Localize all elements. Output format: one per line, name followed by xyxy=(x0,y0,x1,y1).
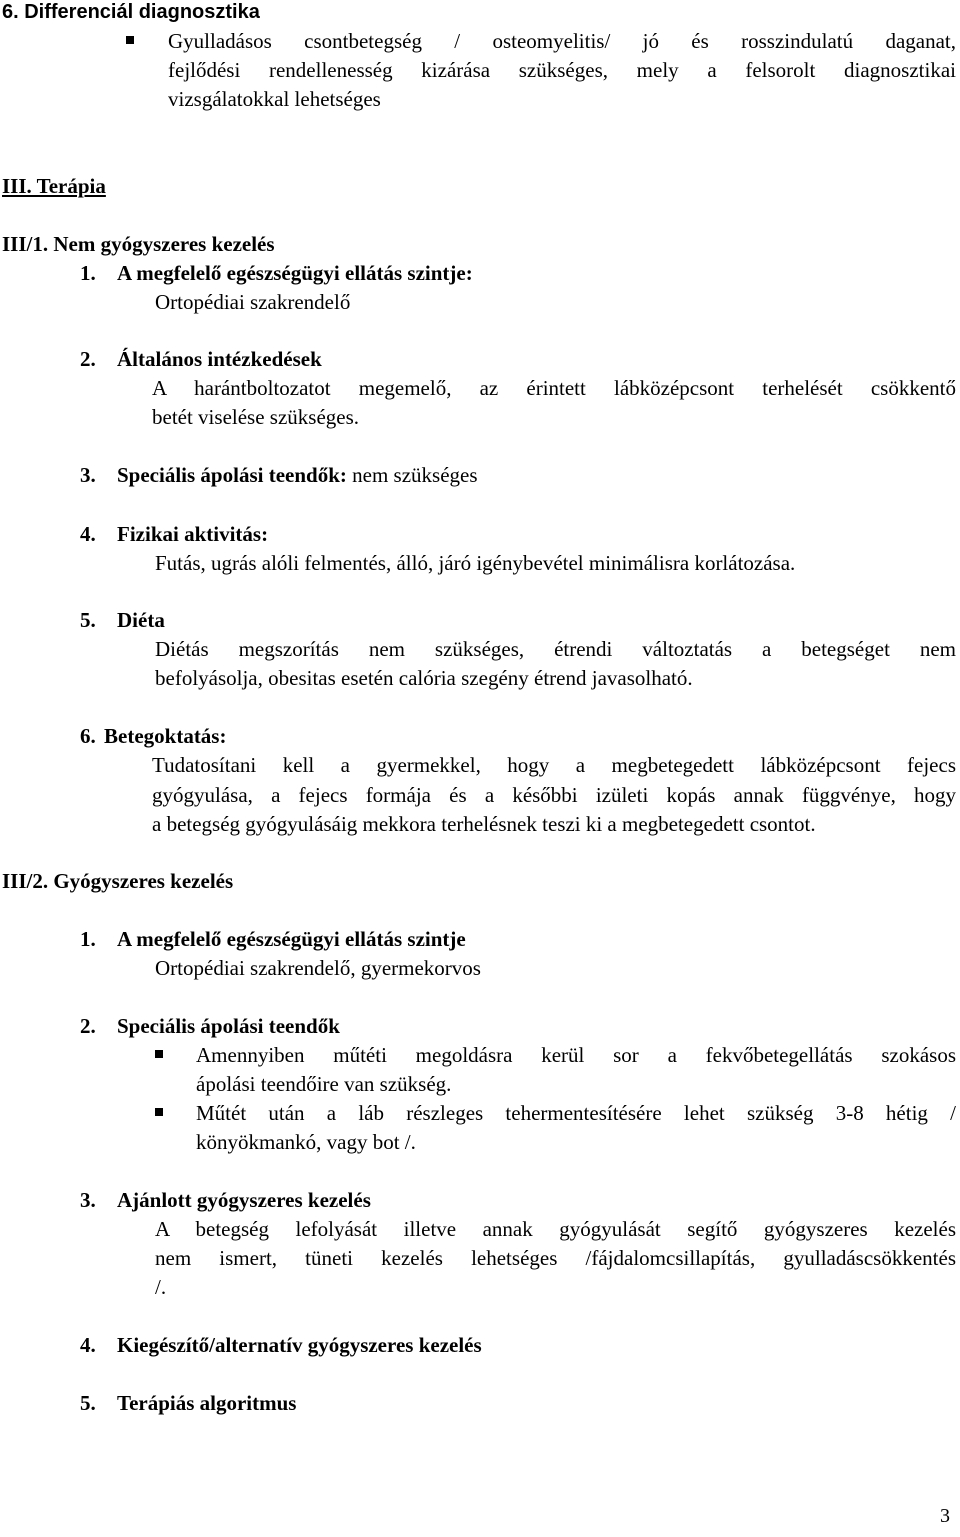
item-heading: Kiegészítő/alternatív gyógyszeres kezelés xyxy=(117,1333,482,1357)
item-heading: A megfelelő egészségügyi ellátás szintje xyxy=(117,927,466,951)
item-number: 5. xyxy=(80,608,96,632)
item-number: 3. xyxy=(80,463,96,487)
item-heading: Betegoktatás: xyxy=(104,724,227,748)
item-text: Futás, ugrás alóli felmentés, álló, járó igénybevétel minimálisra korlátozása. xyxy=(155,551,796,575)
item-heading: A megfelelő egészségügyi ellátás szintje: xyxy=(117,261,473,285)
bullet-text: könyökmankó, vagy bot /. xyxy=(196,1130,416,1154)
item-text: A betegség lefolyását illetve annak gyógyulását segítő gyógyszeres kezelés xyxy=(155,1217,956,1241)
item-number: 3. xyxy=(80,1188,96,1212)
paragraph-line: Gyulladásos csontbetegség / osteomyelitis/ jó és rosszindulatú daganat, xyxy=(168,29,956,53)
square-bullet-icon xyxy=(126,36,134,44)
item-heading: Speciális ápolási teendők xyxy=(117,1014,340,1038)
item-number: 1. xyxy=(80,927,96,951)
item-heading: Diéta xyxy=(117,608,165,632)
item-number: 4. xyxy=(80,522,96,546)
subsection-heading-non-drug: III/1. Nem gyógyszeres kezelés xyxy=(2,232,275,256)
item-text: Diétás megszorítás nem szükséges, étrendi változtatás a betegséget nem xyxy=(155,637,956,661)
item-number: 4. xyxy=(80,1333,96,1357)
bullet-text: Amennyiben műtéti megoldásra kerül sor a fekvőbetegellátás szokásos xyxy=(196,1043,956,1067)
section-heading-therapy: III. Terápia xyxy=(2,174,106,198)
item-text: nem ismert, tüneti kezelés lehetséges /fájdalomcsillapítás, gyulladáscsökkentés xyxy=(155,1246,956,1270)
bullet-text: Műtét után a láb részleges tehermentesítésére lehet szükség 3-8 hétig / xyxy=(196,1101,956,1125)
item-heading: Terápiás algoritmus xyxy=(117,1391,297,1415)
bullet-text: ápolási teendőire van szükség. xyxy=(196,1072,452,1096)
item-text: A harántboltozatot megemelő, az érintett lábközépcsont terhelését csökkentő xyxy=(152,376,956,400)
item-text: Tudatosítani kell a gyermekkel, hogy a megbetegedett lábközépcsont fejecs xyxy=(152,753,956,777)
item-heading: Ajánlott gyógyszeres kezelés xyxy=(117,1188,371,1212)
item-text: a betegség gyógyulásáig mekkora terhelésnek teszi ki a megbetegedett csontot. xyxy=(152,812,816,836)
item-heading: Fizikai aktivitás: xyxy=(117,522,269,546)
square-bullet-icon xyxy=(155,1050,163,1058)
item-text: Ortopédiai szakrendelő xyxy=(155,290,351,314)
item-heading: Speciális ápolási teendők: xyxy=(117,463,347,487)
paragraph-line: fejlődési rendellenesség kizárása szükséges, mely a felsorolt diagnosztikai xyxy=(168,58,956,82)
item-text: Ortopédiai szakrendelő, gyermekorvos xyxy=(155,956,481,980)
item-number: 5. xyxy=(80,1391,96,1415)
item-line xyxy=(117,461,478,489)
item-text: betét viselése szükséges. xyxy=(152,405,360,429)
item-text: gyógyulása, a fejecs formája és a későbbi izületi kopás annak függvénye, hogy xyxy=(152,783,956,807)
item-text: befolyásolja, obesitas esetén calória szegény étrend javasolható. xyxy=(155,666,693,690)
subsection-heading-drug: III/2. Gyógyszeres kezelés xyxy=(2,869,234,893)
item-number: 1. xyxy=(80,261,96,285)
paragraph-line: vizsgálatokkal lehetséges xyxy=(168,87,381,111)
item-number: 2. xyxy=(80,1014,96,1038)
item-number: 6. xyxy=(80,724,96,748)
square-bullet-icon xyxy=(155,1108,163,1116)
item-text: nem szükséges xyxy=(352,463,478,487)
page-number: 3 xyxy=(940,1505,950,1527)
section-heading-differential: 6. Differenciál diagnosztika xyxy=(2,1,260,23)
item-heading: Általános intézkedések xyxy=(117,347,322,371)
item-text: /. xyxy=(155,1275,167,1299)
item-number: 2. xyxy=(80,347,96,371)
